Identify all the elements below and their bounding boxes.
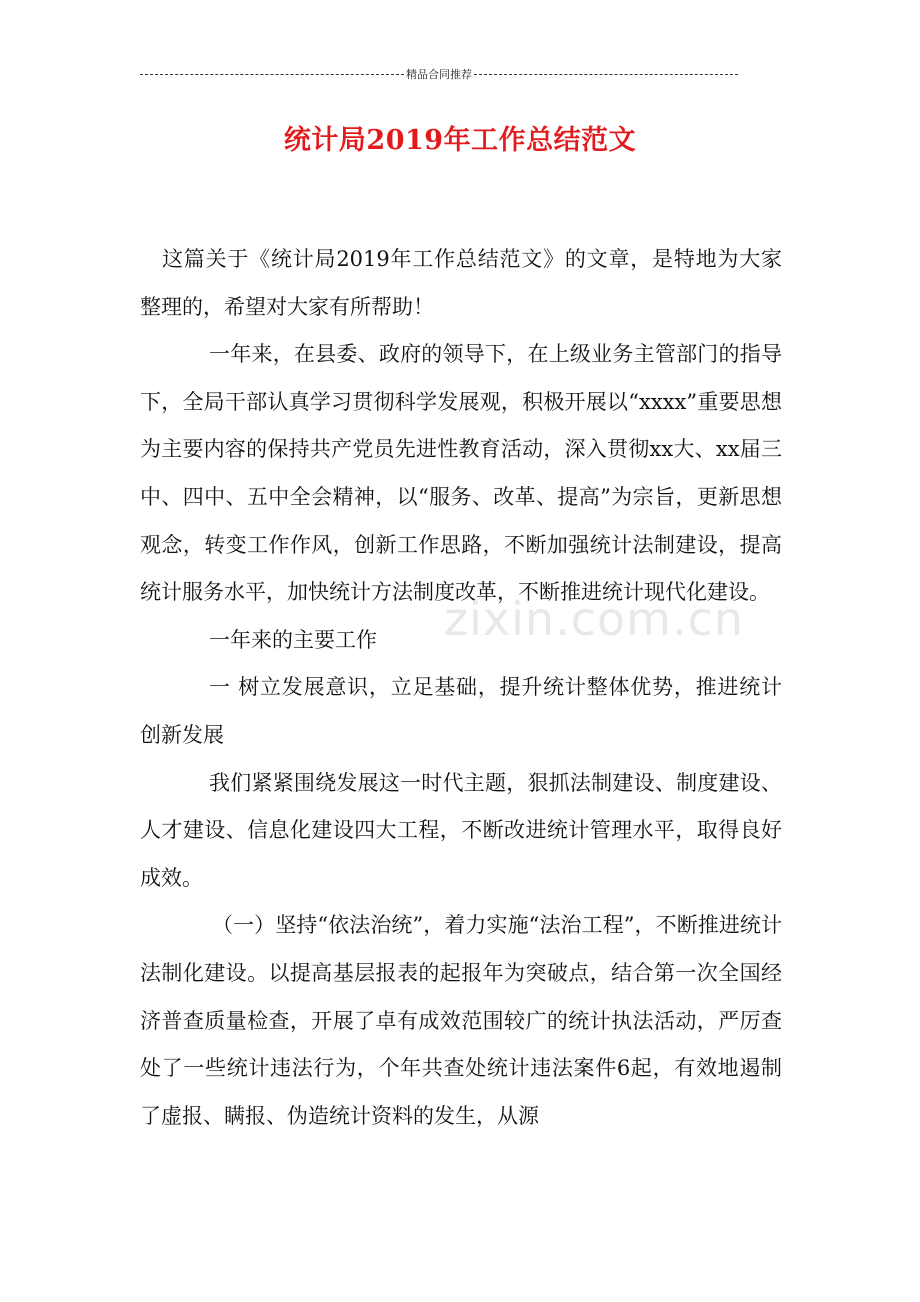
document-body <box>140 236 782 1140</box>
paragraph-item-1: （一）坚持“依法治统”，着力实施“法治工程”，不断推进统计法制化建设。以提高基层报表的起报年为突破点，结合第一次全国经济普查质量检查，开展了卓有成效范围较广的统计执法活动，严厉查处了一些统计违法行为，个年共查处统计违法案件6起，有效地遏制了虚报、瞒报、伪造统计资料的发生，从源 <box>140 913 782 1128</box>
subsection-heading: 一 树立发展意识，立足基础，提升统计整体优势，推进统计创新发展 <box>140 675 782 747</box>
paragraph-overview: 一年来，在县委、政府的领导下，在上级业务主管部门的指导下，全局干部认真学习贯彻科学发展观，积极开展以“xxxx”重要思想为主要内容的保持共产党员先进性教育活动，深入贯彻xx大、xx届三中、四中、五中全会精神，以“服务、改革、提高”为宗旨，更新思想观念，转变工作作风，创新工作思路，不断加强统计法制建设，提高统计服务水平，加快统计方法制度改革，不断推进统计现代化建设。 <box>140 342 782 605</box>
section-heading: 一年来的主要工作 <box>209 627 377 652</box>
header-dash-left <box>140 74 404 75</box>
header-label: 精品合同推荐 <box>406 68 472 81</box>
document-title: 统计局2019年工作总结范文 <box>283 125 637 156</box>
watermark: zixin.com.cn <box>444 592 745 646</box>
header-dash-right <box>474 74 738 75</box>
page-header <box>140 66 738 82</box>
paragraph-intro: 这篇关于《统计局2019年工作总结范文》的文章，是特地为大家整理的，希望对大家有所帮助！ <box>140 247 782 319</box>
paragraph-summary: 我们紧紧围绕发展这一时代主题，狠抓法制建设、制度建设、人才建设、信息化建设四大工程，不断改进统计管理水平，取得良好成效。 <box>140 770 782 890</box>
